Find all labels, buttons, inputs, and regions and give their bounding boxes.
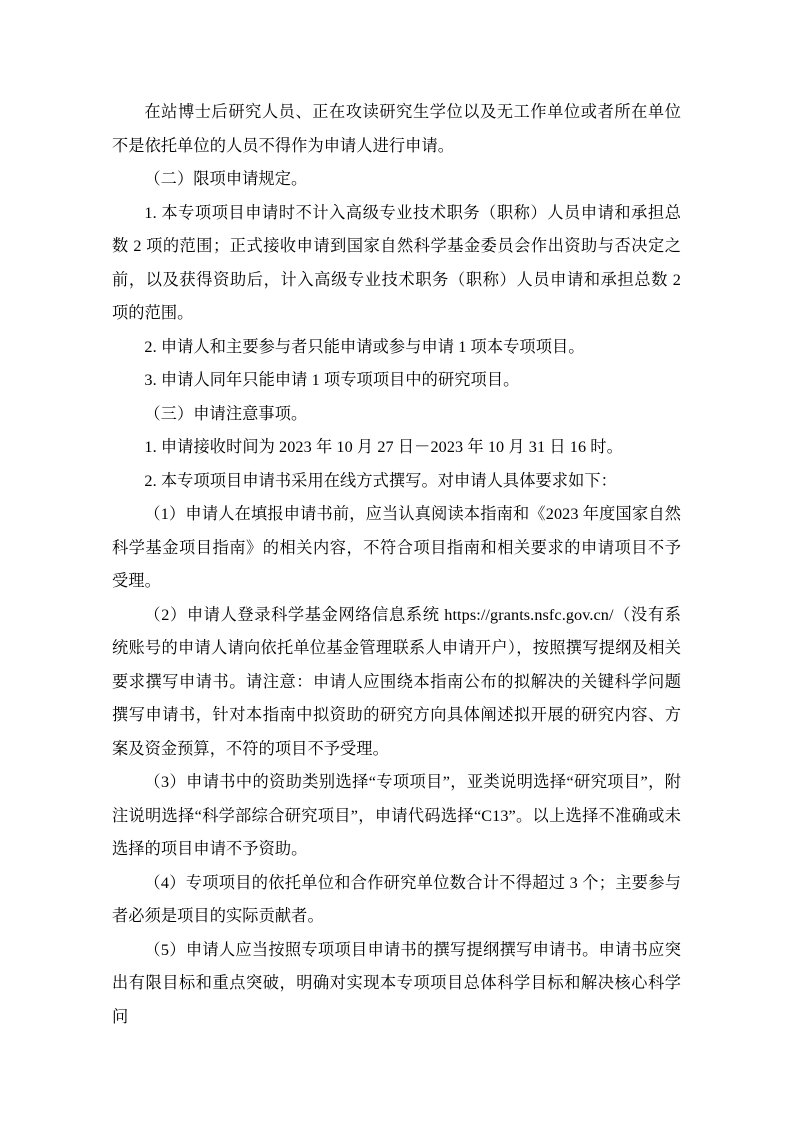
paragraph-2: （二）限项申请规定。 [144,170,308,188]
paragraph-10: （2）申请人登录科学基金网络信息系统 https://grants.nsfc.gov.cn/（没有系统账号的申请人请向依托单位基金管理联系人申请开户），按照撰写提纲及相关要求撰写申请书。请注意：申请人应围绕本指南公布的拟解决的关键科学问题撰写申请书，针对本指南中拟资助的研究方向具体阐述拟开展的研究内容、方案及资金预算，不符的项目不予受理。 [112,605,681,758]
paragraph-11: （3）申请书中的资助类别选择“专项项目”，亚类说明选择“研究项目”，附注说明选择“科学部综合研究项目”，申请代码选择“C13”。以上选择不准确或未选择的项目申请不予资助。 [112,773,681,858]
paragraph-5: 3. 申请人同年只能申请 1 项专项项目中的研究项目。 [144,371,520,389]
paragraph-3: 1. 本专项项目申请时不计入高级专业技术职务（职称）人员申请和承担总数 2 项的范围；正式接收申请到国家自然科学基金委员会作出资助与否决定之前，以及获得资助后，计入高级专业技术职务（职称）人员申请和承担总数 2 项的范围。 [112,203,681,322]
paragraph-12: （4）专项项目的依托单位和合作研究单位数合计不得超过 3 个；主要参与者必须是项目的实际贡献者。 [112,873,681,925]
paragraph-13: （5）申请人应当按照专项项目申请书的撰写提纲撰写申请书。申请书应突出有限目标和重点突破，明确对实现本专项项目总体科学目标和解决核心科学问 [112,940,681,1026]
document-body [112,96,681,1034]
paragraph-4: 2. 申请人和主要参与者只能申请或参与申请 1 项本专项项目。 [144,337,585,356]
paragraph-8: 2. 本专项项目申请书采用在线方式撰写。对申请人具体要求如下： [144,471,617,490]
paragraph-1: 在站博士后研究人员、正在攻读研究生学位以及无工作单位或者所在单位不是依托单位的人员不得作为申请人进行申请。 [112,103,681,155]
paragraph-9: （1）申请人在填报申请书前，应当认真阅读本指南和《2023 年度国家自然科学基金项目指南》的相关内容，不符合项目指南和相关要求的申请项目不予受理。 [112,505,681,590]
paragraph-6: （三）申请注意事项。 [144,404,308,423]
paragraph-7: 1. 申请接收时间为 2023 年 10 月 27 日－2023 年 10 月 31 日 16 时。 [144,438,623,456]
